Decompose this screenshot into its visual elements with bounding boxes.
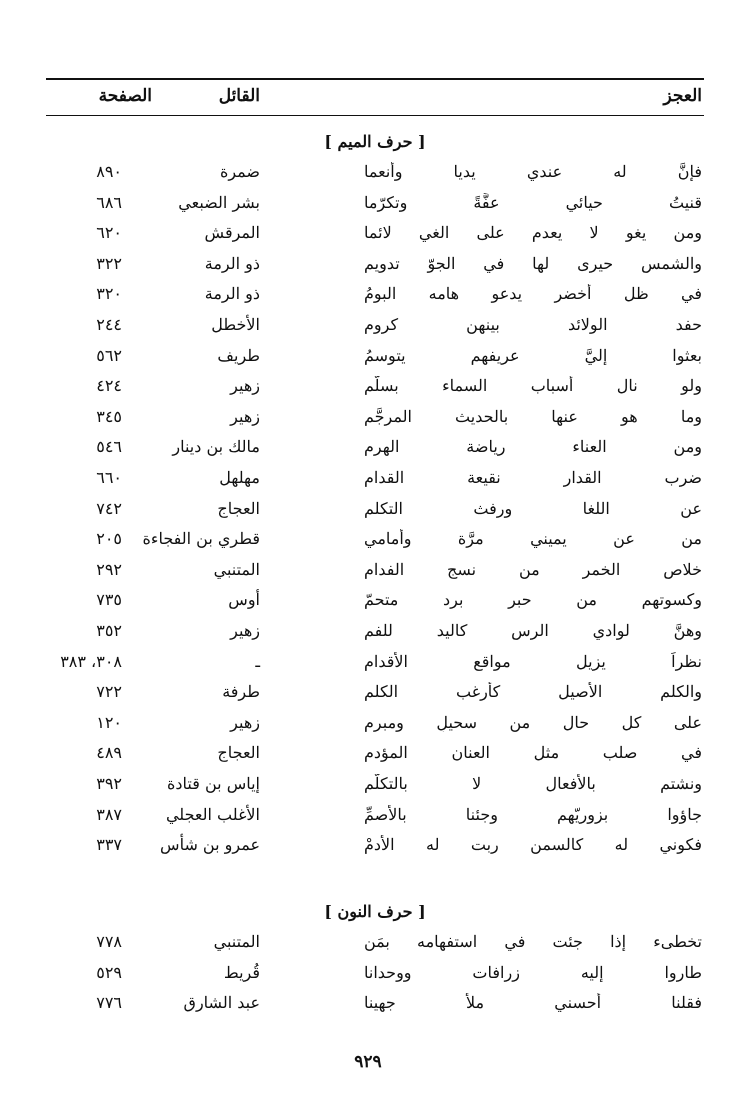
page-ref: ٦٨٦ — [96, 192, 122, 212]
poet-name: المرقش — [204, 223, 260, 243]
page-ref: ٥٤٦ — [96, 437, 122, 457]
poet-name: زهير — [230, 406, 260, 426]
page-number: ٩٢٩ — [354, 1052, 382, 1072]
header-page: الصفحة — [98, 86, 152, 106]
table-row — [46, 311, 704, 341]
poet-name: قطري بن الفجاءة — [142, 529, 260, 549]
poet-name: الأغلب العجلي — [165, 804, 260, 824]
page-ref: ٦٢٠ — [96, 223, 122, 243]
verse-hemistich: ولو نال أسباب السماء بسلَّمِ — [364, 376, 702, 396]
table-header — [46, 78, 704, 116]
poet-name: العجاج — [217, 498, 260, 518]
poet-name: طريف — [217, 345, 260, 365]
page-ref: ٢٩٢ — [96, 559, 122, 579]
poet-name: مهلهل — [219, 468, 260, 487]
verse-hemistich: في ظل أخضر يدعو هامه البومُ — [364, 284, 702, 304]
table-row — [46, 158, 704, 188]
table-row — [46, 342, 704, 372]
table-row — [46, 372, 704, 402]
table-row — [46, 831, 704, 861]
poet-name: إياس بن قتادة — [167, 774, 260, 793]
poet-name: قُريط — [223, 962, 260, 982]
page-ref: ٧٢٢ — [96, 682, 122, 702]
verse-hemistich: وهنَّ لوادي الرس كاليد للفمِ — [364, 621, 702, 640]
table-row — [46, 586, 704, 616]
poet-name: أوس — [228, 590, 260, 610]
page-ref: ٥٦٢ — [96, 345, 122, 365]
table-row — [46, 989, 704, 1019]
page-ref: ٣٨٧ — [96, 804, 122, 824]
section-title: [ حرف النون ] — [324, 902, 426, 921]
table-row — [46, 770, 704, 800]
table-row — [46, 433, 704, 463]
page-ref: ٣٥٢ — [96, 621, 122, 640]
poet-name: ذو الرمة — [204, 253, 260, 273]
poet-name: زهير — [230, 376, 260, 396]
table-row — [46, 678, 704, 708]
table-row — [46, 403, 704, 433]
verse-hemistich: فقلنا أحسني ملأ جهينا — [364, 993, 702, 1013]
verse-hemistich: ومن يغو لا يعدم على الغي لائما — [364, 223, 702, 243]
page-ref: ٣٢٠ — [96, 284, 122, 304]
page-ref: ٨٩٠ — [96, 162, 122, 181]
verse-hemistich: خلاص الخمر من نسج الفدام — [364, 559, 702, 579]
poet-name: المتنبي — [213, 932, 260, 951]
poet-name: ـ — [255, 651, 260, 671]
verse-hemistich: في صلب مثل العنان المؤدم — [364, 743, 702, 763]
verse-hemistich: والكلم الأصيل كأرغب الكلمِ — [364, 682, 702, 702]
poet-name: بشر الضبعي — [178, 192, 260, 212]
poet-name: العجاج — [217, 743, 260, 763]
poet-name: المتنبي — [213, 559, 260, 579]
table-row — [46, 648, 704, 678]
verse-hemistich: نظراً يزيل مواقع الأقدام — [364, 651, 702, 671]
verse-hemistich: فإنَّ له عندي يديا وأنعما — [364, 162, 702, 181]
verse-hemistich: عن اللغا ورفث التكلم — [364, 498, 702, 518]
verse-hemistich: من عن يميني مرَّة وأمامي — [364, 529, 702, 549]
verse-hemistich: ضرب القدار نقيعة القدامِ — [364, 468, 702, 487]
header-ajuz: العجز — [663, 86, 702, 106]
table-row — [46, 219, 704, 249]
table-row — [46, 617, 704, 647]
table-row — [46, 189, 704, 219]
page-ref: ٧٧٨ — [96, 932, 122, 951]
page-ref: ٧٤٢ — [96, 498, 122, 518]
page-ref: ٣٣٧ — [96, 835, 122, 855]
table-row — [46, 709, 704, 739]
verse-hemistich: تخطىء إذا جئت في استفهامه بمَن — [364, 932, 702, 951]
verse-hemistich: جاؤوا بزوريّهم وجئنا بالأصمِّ — [364, 804, 702, 824]
verse-hemistich: قنيتُ حيائي عفَّةً وتكرّما — [364, 192, 702, 212]
poet-name: عمرو بن شأس — [160, 835, 260, 855]
page-ref: ٣٩٢ — [96, 774, 122, 793]
verse-hemistich: ومن العناء رياضة الهرمِ — [364, 437, 702, 457]
page-ref: ٧٧٦ — [96, 993, 122, 1013]
poet-name: طرفة — [222, 682, 260, 702]
verse-hemistich: وما هو عنها بالحديث المرجَّمِ — [364, 406, 702, 426]
table-row — [46, 739, 704, 769]
header-qail: القائل — [218, 86, 260, 106]
table-row — [46, 801, 704, 831]
page-ref: ٤٨٩ — [96, 743, 122, 763]
table-row — [46, 959, 704, 989]
page-ref: ١٢٠ — [96, 712, 122, 732]
table-row — [46, 928, 704, 958]
poet-name: ذو الرمة — [204, 284, 260, 304]
verse-hemistich: بعثوا إليَّ عريفهم يتوسمُ — [364, 345, 702, 365]
page-ref: ٣٠٨، ٣٨٣ — [60, 651, 122, 671]
verse-hemistich: طاروا إليه زرافات ووحدانا — [364, 962, 702, 982]
page-ref: ٣٢٢ — [96, 253, 122, 273]
table-row — [46, 525, 704, 555]
verse-hemistich: حفد الولائد بينهن كروم — [364, 315, 702, 334]
table-row — [46, 556, 704, 586]
poet-name: مالك بن دينار — [172, 437, 260, 457]
table-row — [46, 280, 704, 310]
verse-hemistich: فكوني له كالسمن ربت له الأدمْ — [364, 835, 702, 855]
poet-name: زهير — [230, 621, 260, 640]
table-row — [46, 250, 704, 280]
verse-hemistich: وكسوتهم من حبر برد متحمّ — [364, 590, 702, 610]
poet-name: زهير — [230, 712, 260, 732]
verse-hemistich: على كل حال من سحيلٍ ومبرم — [364, 712, 702, 732]
table-row — [46, 464, 704, 494]
poet-name: الأخطل — [211, 315, 260, 334]
page-ref: ٢٠٥ — [96, 529, 122, 549]
section-title: [ حرف الميم ] — [324, 132, 426, 151]
verse-hemistich: والشمس حيرى لها في الجوّ تدويم — [364, 253, 702, 273]
page-ref: ٣٤٥ — [96, 406, 122, 426]
table-row — [46, 495, 704, 525]
page-ref: ٦٦٠ — [96, 468, 122, 487]
verse-hemistich: ونشتم بالأفعال لا بالتكلّمِ — [364, 774, 702, 793]
page-ref: ٤٢٤ — [96, 376, 122, 396]
page-ref: ٧٣٥ — [96, 590, 122, 610]
page-ref: ٥٢٩ — [96, 962, 122, 982]
page-ref: ٢٤٤ — [96, 315, 122, 334]
poet-name: عبد الشارق — [183, 993, 260, 1013]
poet-name: ضمرة — [219, 162, 260, 181]
